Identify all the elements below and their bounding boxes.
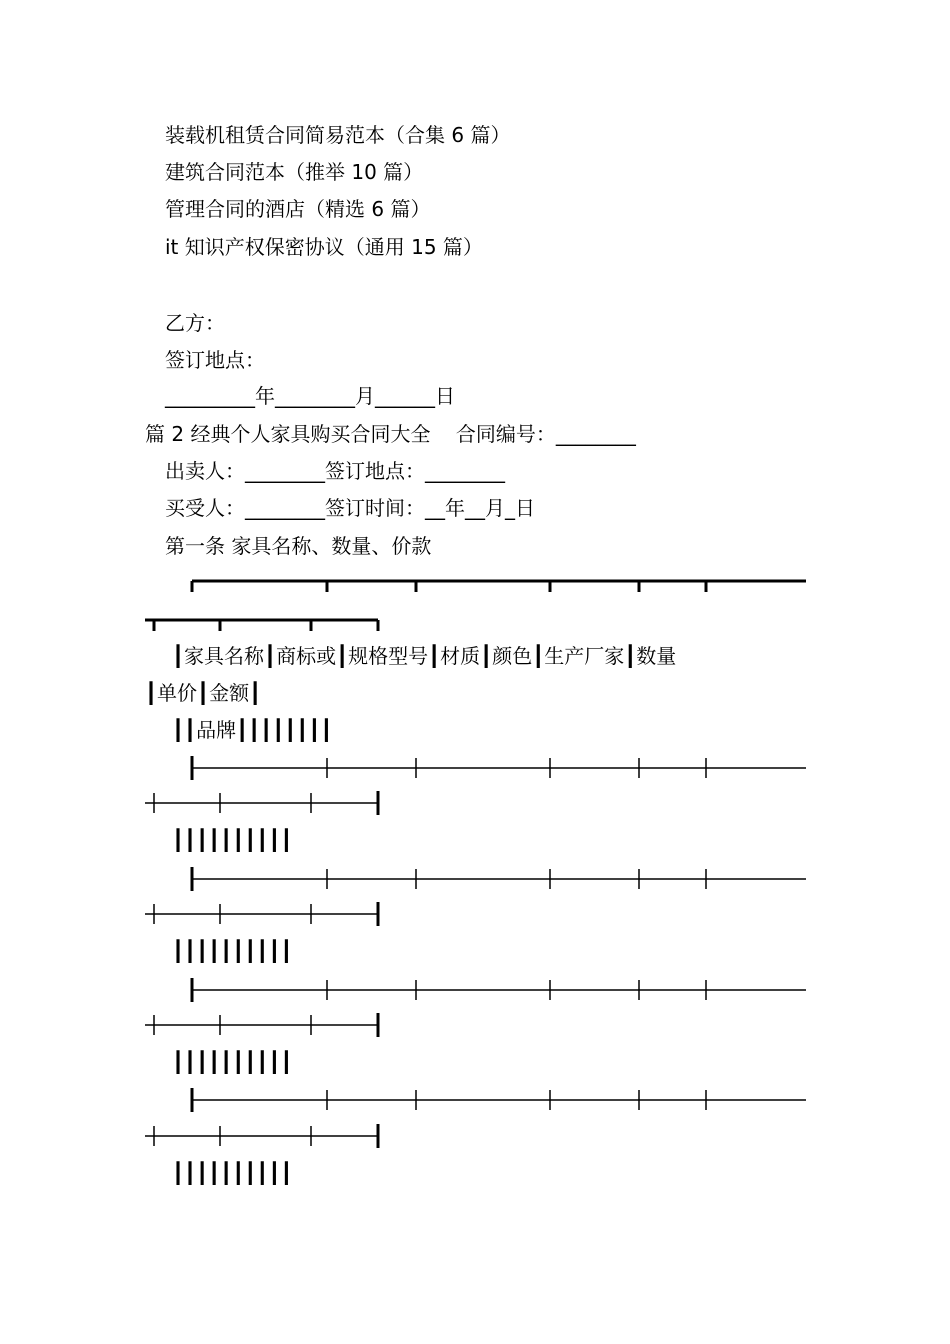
- table-row-separator-2: [145, 867, 806, 926]
- table-row: ┃┃┃┃┃┃┃┃┃┃: [172, 1050, 293, 1074]
- seller-line: 出卖人：________签订地点：________: [165, 459, 505, 483]
- article-one-title: 第一条 家具名称、数量、价款: [165, 534, 432, 558]
- sign-place-label: 签订地点：: [165, 348, 265, 372]
- contract-heading: 篇 2 经典个人家具购买合同大全 合同编号：________: [145, 422, 636, 446]
- table-header-row2: ┃┃品牌┃┃┃┃┃┃┃┃: [172, 718, 333, 742]
- related-link-1[interactable]: 装载机租赁合同简易范本（合集 6 篇）: [165, 123, 511, 147]
- table-header-row-line2: ┃单价┃金额┃: [145, 681, 262, 705]
- table-row-separator-3: [145, 978, 806, 1037]
- table-header-row-line1: ┃家具名称┃商标或┃规格型号┃材质┃颜色┃生产厂家┃数量: [172, 644, 677, 668]
- related-link-3[interactable]: 管理合同的酒店（精选 6 篇）: [165, 197, 431, 221]
- party-b-label: 乙方：: [165, 311, 225, 335]
- date-line: _________年________月______日: [165, 384, 455, 408]
- buyer-line: 买受人：________签订时间：__年__月_日: [165, 496, 535, 520]
- table-row: ┃┃┃┃┃┃┃┃┃┃: [172, 1161, 293, 1185]
- table-row-separator-1: [145, 756, 806, 815]
- related-link-2[interactable]: 建筑合同范本（推举 10 篇）: [165, 160, 424, 184]
- table-row-separator-4: [145, 1088, 806, 1148]
- table-row: ┃┃┃┃┃┃┃┃┃┃: [172, 828, 293, 852]
- table-row: ┃┃┃┃┃┃┃┃┃┃: [172, 939, 293, 963]
- related-link-4[interactable]: it 知识产权保密协议（通用 15 篇）: [165, 235, 483, 259]
- table-top-border: [145, 581, 806, 631]
